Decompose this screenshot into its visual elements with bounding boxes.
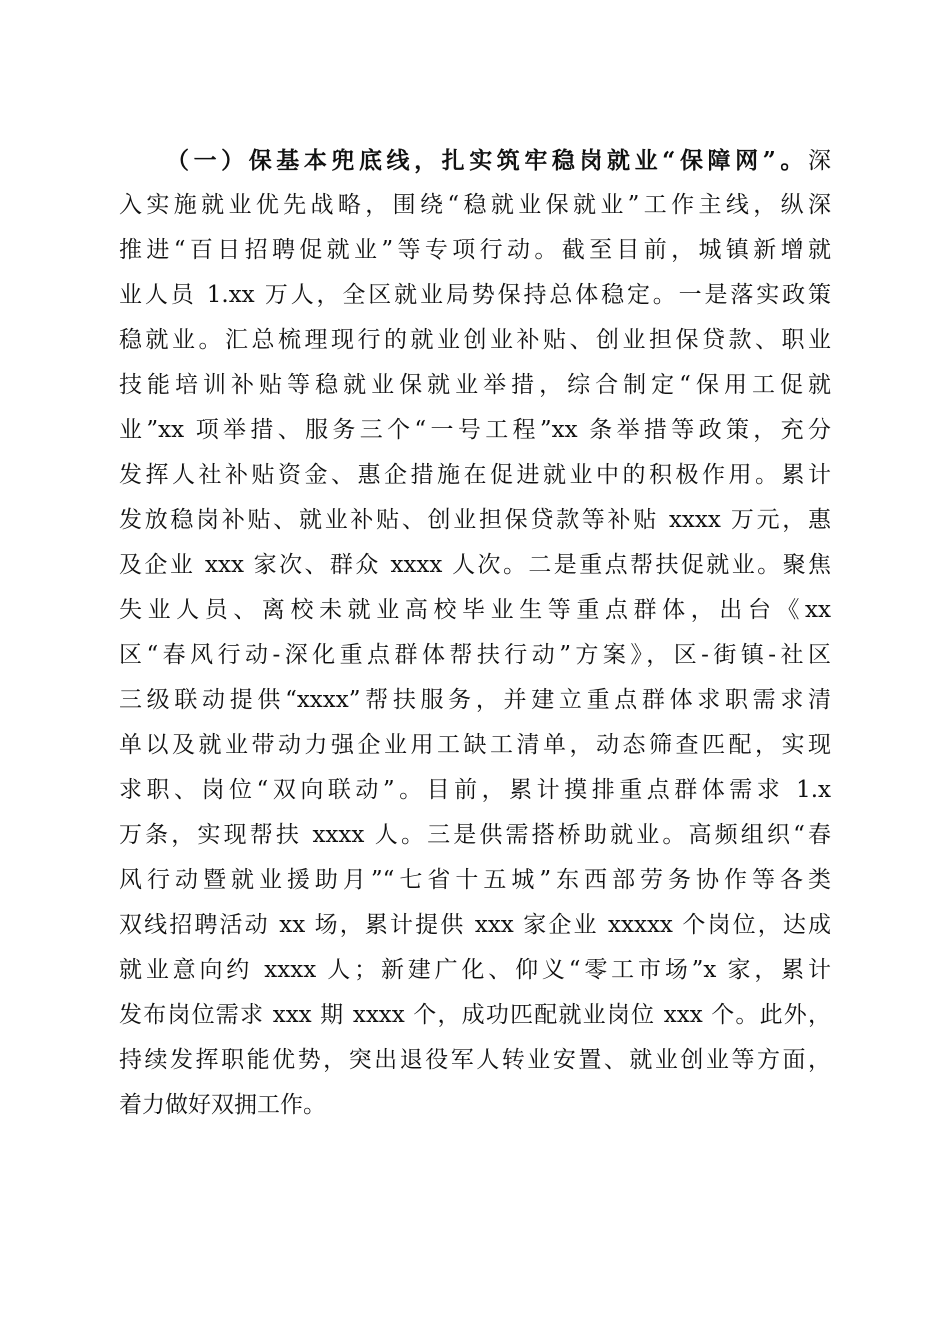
document-body	[119, 138, 831, 1128]
paragraph-line: 入实施就业优先战略，围绕“稳就业保就业”工作主线，纵深	[119, 192, 831, 218]
paragraph-line: 就业意向约 xxxx 人；新建广化、仰义“零工市场”x 家，累计	[119, 957, 831, 983]
paragraph-first-line	[119, 138, 831, 183]
paragraph-line: 及企业 xxx 家次、群众 xxxx 人次。二是重点帮扶促就业。聚焦	[119, 552, 831, 578]
paragraph-line: 失业人员、离校未就业高校毕业生等重点群体，出台《xx	[119, 597, 831, 623]
paragraph-line: 发放稳岗补贴、就业补贴、创业担保贷款等补贴 xxxx 万元，惠	[119, 507, 831, 533]
paragraph-line: 发布岗位需求 xxx 期 xxxx 个，成功匹配就业岗位 xxx 个。此外，	[119, 1002, 831, 1028]
paragraph-line: 区“春风行动-深化重点群体帮扶行动”方案》，区-街镇-社区	[119, 642, 831, 668]
paragraph-line: 业人员 1.xx 万人，全区就业局势保持总体稳定。一是落实政策	[119, 282, 831, 308]
paragraph-line: 技能培训补贴等稳就业保就业举措，综合制定“保用工促就	[119, 372, 831, 398]
paragraph-line: 万条，实现帮扶 xxxx 人。三是供需搭桥助就业。高频组织“春	[119, 822, 831, 848]
paragraph-line: 求职、岗位“双向联动”。目前，累计摸排重点群体需求 1.x	[119, 777, 831, 803]
paragraph-line: 推进“百日招聘促就业”等专项行动。截至目前，城镇新增就	[119, 237, 831, 263]
paragraph-last-line: 着力做好双拥工作。	[119, 1092, 326, 1118]
first-line-text: 深	[808, 148, 831, 174]
paragraph-line: 发挥人社补贴资金、惠企措施在促进就业中的积极作用。累计	[119, 462, 831, 488]
paragraph-line: 业”xx 项举措、服务三个“一号工程”xx 条举措等政策，充分	[119, 417, 831, 443]
paragraph-line: 持续发挥职能优势，突出退役军人转业安置、就业创业等方面，	[119, 1047, 831, 1073]
paragraph-line: 风行动暨就业援助月”“七省十五城”东西部劳务协作等各类	[119, 867, 831, 893]
paragraph-line: 双线招聘活动 xx 场，累计提供 xxx 家企业 xxxxx 个岗位，达成	[119, 912, 831, 938]
section-heading: （一）保基本兜底线，扎实筑牢稳岗就业“保障网”。	[166, 147, 808, 174]
paragraph-line: 稳就业。汇总梳理现行的就业创业补贴、创业担保贷款、职业	[119, 327, 831, 353]
paragraph-line: 单以及就业带动力强企业用工缺工清单，动态筛查匹配，实现	[119, 732, 831, 758]
paragraph-line: 三级联动提供“xxxx”帮扶服务，并建立重点群体求职需求清	[119, 687, 831, 713]
